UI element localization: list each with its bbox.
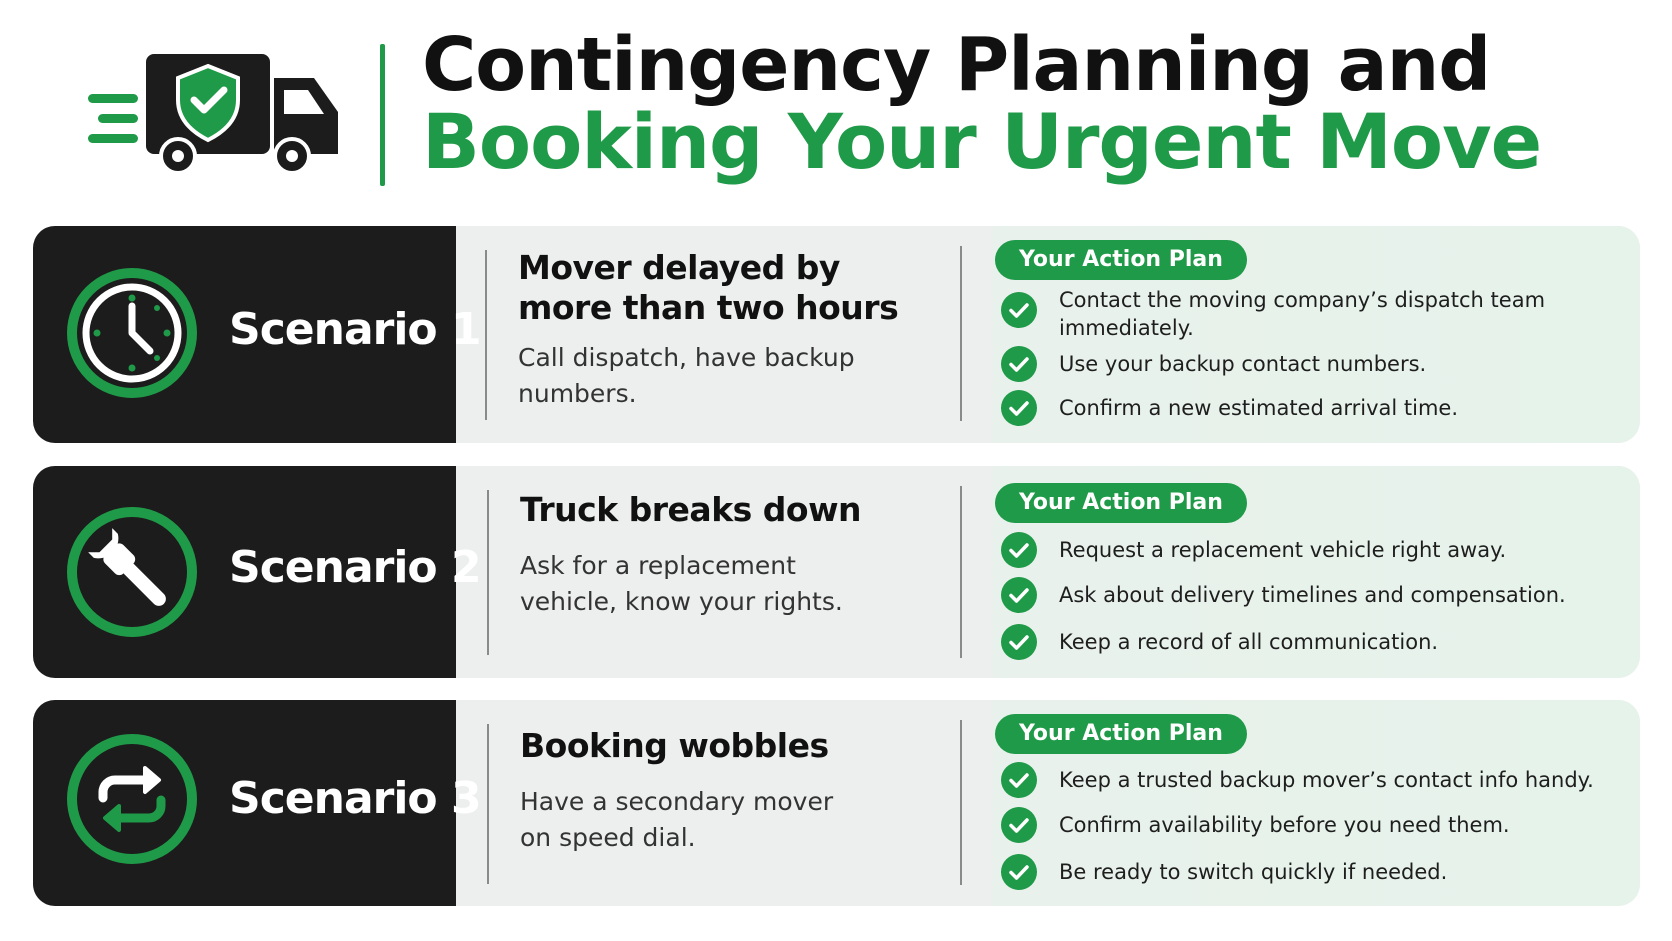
title-line-1: Contingency Planning and <box>422 22 1491 108</box>
check-icon <box>1001 624 1037 660</box>
scenario-description: Call dispatch, have backup numbers. <box>518 343 855 408</box>
action-item-text: Ask about delivery timelines and compensation. <box>1059 583 1566 607</box>
column-divider <box>487 724 489 884</box>
scenario-title: Mover delayed by more than two hours <box>518 248 899 327</box>
action-item-text: Be ready to switch quickly if needed. <box>1059 860 1448 884</box>
header-divider <box>380 44 385 186</box>
page-header <box>0 0 1672 210</box>
action-item-text: Request a replacement vehicle right away. <box>1059 538 1507 562</box>
action-plan-badge: Your Action Plan <box>995 483 1247 523</box>
check-icon <box>1001 346 1037 382</box>
action-item-text: Confirm availability before you need them. <box>1059 813 1510 837</box>
action-item-text: Keep a record of all communication. <box>1059 630 1439 654</box>
column-divider <box>960 486 962 658</box>
scenario-description: Have a secondary mover on speed dial. <box>520 787 834 852</box>
action-plan-badge: Your Action Plan <box>995 714 1247 754</box>
check-icon <box>1001 390 1037 426</box>
action-item-text: Contact the moving company’s dispatch team immediately. <box>1059 288 1546 341</box>
check-icon <box>1001 807 1037 843</box>
title-line-2: Booking Your Urgent Move <box>422 97 1542 187</box>
action-plan-badge: Your Action Plan <box>995 240 1247 280</box>
column-divider <box>960 720 962 885</box>
action-item-text: Use your backup contact numbers. <box>1059 352 1427 376</box>
action-item-text: Confirm a new estimated arrival time. <box>1059 396 1459 420</box>
column-divider <box>487 490 489 655</box>
check-icon <box>1001 854 1037 890</box>
check-icon <box>1001 577 1037 613</box>
action-item-text: Keep a trusted backup mover’s contact info handy. <box>1059 768 1594 792</box>
scenario-label: Scenario 1 <box>229 304 481 355</box>
clock-icon <box>65 266 199 400</box>
check-icon <box>1001 532 1037 568</box>
scenario-title: Booking wobbles <box>520 726 829 765</box>
scenario-title: Truck breaks down <box>520 490 862 529</box>
scenario-card-2 <box>33 466 1640 678</box>
scenario-label: Scenario 3 <box>229 773 481 824</box>
scenario-description: Ask for a replacement vehicle, know your rights. <box>520 551 843 616</box>
wrench-icon <box>65 505 199 639</box>
column-divider <box>960 246 962 421</box>
scenario-card-3 <box>33 700 1640 906</box>
page-title <box>422 22 1542 187</box>
truck-shield-icon <box>88 48 348 188</box>
scenario-card-1 <box>33 226 1640 443</box>
check-icon <box>1001 292 1037 328</box>
check-icon <box>1001 762 1037 798</box>
swap-arrows-icon <box>65 732 199 866</box>
scenario-label: Scenario 2 <box>229 542 481 593</box>
